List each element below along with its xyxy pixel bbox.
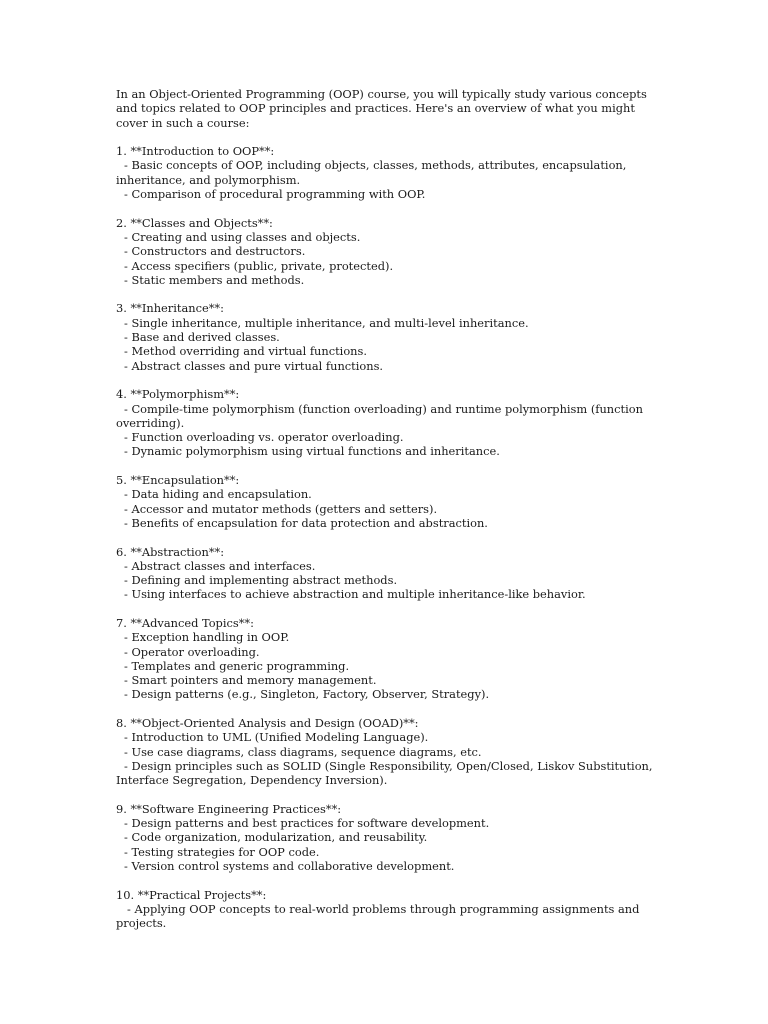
list-item: - Defining and implementing abstract methods. [124, 573, 398, 588]
list-item: - Using interfaces to achieve abstraction and multiple inheritance-like behavior. [124, 587, 586, 602]
list-item: - Introduction to UML (Unified Modeling Language). [124, 730, 429, 745]
list-item: - Method overriding and virtual functions. [124, 344, 367, 359]
section-heading: 6. **Abstraction**: [116, 544, 225, 559]
section-abstraction [116, 545, 656, 602]
list-item: - Abstract classes and interfaces. [124, 558, 316, 573]
section-heading: 7. **Advanced Topics**: [116, 615, 254, 630]
intro-paragraph: In an Object-Oriented Programming (OOP) course, you will typically study various concepts and topics related to OOP principles and practices. Here's an overview of what you might cover in such a course: [116, 87, 651, 130]
list-item: - Function overloading vs. operator overloading. [124, 430, 404, 445]
list-item: - Access specifiers (public, private, protected). [124, 258, 394, 273]
list-item: - Applying OOP concepts to real-world problems through programming assignments and projects. [116, 901, 644, 931]
list-item: - Creating and using classes and objects. [124, 229, 361, 244]
document-page [116, 87, 656, 945]
section-advanced-topics [116, 616, 656, 702]
section-polymorphism [116, 387, 656, 458]
section-ooad [116, 716, 656, 787]
list-item: - Comparison of procedural programming with OOP. [124, 187, 426, 202]
list-item: - Templates and generic programming. [124, 658, 350, 673]
list-item: - Constructors and destructors. [124, 244, 306, 259]
list-item: - Design patterns and best practices for software development. [124, 816, 490, 831]
section-introduction [116, 144, 656, 201]
section-heading: 5. **Encapsulation**: [116, 473, 240, 488]
section-encapsulation [116, 473, 656, 530]
list-item: - Compile-time polymorphism (function overloading) and runtime polymorphism (function overriding). [116, 401, 647, 430]
list-item: - Use case diagrams, class diagrams, sequence diagrams, etc. [124, 744, 482, 759]
list-item: - Design patterns (e.g., Singleton, Factory, Observer, Strategy). [124, 687, 490, 702]
section-classes-objects [116, 216, 656, 287]
list-item: - Benefits of encapsulation for data protection and abstraction. [124, 515, 488, 530]
section-practical-projects [116, 888, 656, 931]
section-heading: 2. **Classes and Objects**: [116, 215, 273, 230]
section-heading: 10. **Practical Projects**: [116, 887, 267, 902]
list-item: - Testing strategies for OOP code. [124, 844, 320, 859]
list-item: - Dynamic polymorphism using virtual functions and inheritance. [124, 444, 500, 459]
list-item: - Design principles such as SOLID (Single Responsibility, Open/Closed, Liskov Substitution, Interface Segregation, Dependency Inversion). [116, 758, 657, 788]
section-inheritance [116, 301, 656, 372]
list-item: - Base and derived classes. [124, 330, 280, 345]
list-item: - Static members and methods. [124, 272, 305, 287]
list-item: - Exception handling in OOP. [124, 630, 290, 645]
section-heading: 3. **Inheritance**: [116, 301, 224, 316]
list-item: - Basic concepts of OOP, including objects, classes, methods, attributes, encapsulation, inheritance, and polymorphism. [116, 158, 631, 187]
list-item: - Version control systems and collaborative development. [124, 859, 455, 874]
section-heading: 8. **Object-Oriented Analysis and Design (OOAD)**: [116, 716, 419, 731]
list-item: - Smart pointers and memory management. [124, 673, 377, 688]
list-item: - Operator overloading. [124, 644, 260, 659]
list-item: - Abstract classes and pure virtual functions. [124, 358, 384, 373]
section-heading: 9. **Software Engineering Practices**: [116, 801, 342, 816]
list-item: - Accessor and mutator methods (getters and setters). [124, 501, 438, 516]
section-heading: 1. **Introduction to OOP**: [116, 144, 275, 159]
list-item: - Data hiding and encapsulation. [124, 487, 312, 502]
list-item: - Code organization, modularization, and reusability. [124, 830, 428, 845]
section-software-engineering [116, 802, 656, 873]
section-heading: 4. **Polymorphism**: [116, 387, 240, 402]
list-item: - Single inheritance, multiple inheritance, and multi-level inheritance. [124, 315, 529, 330]
